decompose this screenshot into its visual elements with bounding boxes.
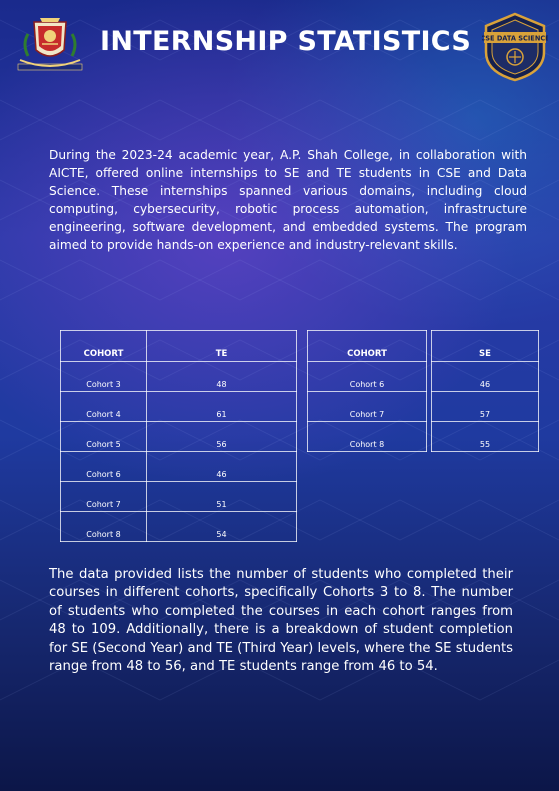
se-cohort-column-table — [307, 330, 427, 452]
college-crest-icon — [12, 14, 88, 72]
table-row — [308, 362, 427, 392]
value-cell: 46 — [432, 362, 539, 392]
table-row — [61, 392, 297, 422]
table-row — [61, 482, 297, 512]
table-header-row — [61, 331, 297, 362]
value-cell: 48 — [147, 362, 297, 392]
badge-label: CSE DATA SCIENCE — [482, 34, 548, 43]
value-cell: 54 — [147, 512, 297, 542]
column-header: SE — [432, 331, 539, 362]
cohort-cell: Cohort 5 — [61, 422, 147, 452]
table-row — [432, 422, 539, 452]
cse-data-science-badge-icon — [482, 12, 548, 82]
table-row — [61, 452, 297, 482]
se-value-column-table — [431, 330, 539, 452]
cohort-cell: Cohort 6 — [61, 452, 147, 482]
table-row — [308, 392, 427, 422]
table-row — [308, 422, 427, 452]
summary-paragraph: The data provided lists the number of students who completed their courses in different cohorts, specifically Cohorts 3 to 8. The number of students who completed the courses in each cohort ranges from 48 to 109. Additionally, there is a breakdown of student completion for SE (Second Year) and TE (Third Year) levels, where the SE students range from 48 to 56, and TE students range from 46 to 54. — [49, 567, 513, 675]
table-header-row — [308, 331, 427, 362]
cohort-cell: Cohort 7 — [308, 392, 427, 422]
column-header: COHORT — [61, 331, 147, 362]
value-cell: 56 — [147, 422, 297, 452]
cohort-cell: Cohort 6 — [308, 362, 427, 392]
page-title: INTERNSHIP STATISTICS — [100, 26, 472, 57]
value-cell: 46 — [147, 452, 297, 482]
value-cell: 55 — [432, 422, 539, 452]
column-header: TE — [147, 331, 297, 362]
cohort-cell: Cohort 3 — [61, 362, 147, 392]
table-row — [61, 512, 297, 542]
table-row — [61, 362, 297, 392]
value-cell: 61 — [147, 392, 297, 422]
cohort-cell: Cohort 8 — [61, 512, 147, 542]
cohort-cell: Cohort 8 — [308, 422, 427, 452]
cohort-cell: Cohort 4 — [61, 392, 147, 422]
intro-paragraph: During the 2023-24 academic year, A.P. Shah College, in collaboration with AICTE, offered online internships to SE and TE students in CSE and Data Science. These internships spanned various domains, including cloud computing, cybersecurity, robotic process automation, infrastructure engineering, software development, and embedded systems. The program aimed to provide hands-on experience and industry-relevant skills. — [49, 148, 527, 252]
cohort-cell: Cohort 7 — [61, 482, 147, 512]
value-cell: 57 — [432, 392, 539, 422]
table-row — [432, 392, 539, 422]
column-header: COHORT — [308, 331, 427, 362]
value-cell: 51 — [147, 482, 297, 512]
table-row — [61, 422, 297, 452]
table-header-row — [432, 331, 539, 362]
table-row — [432, 362, 539, 392]
te-cohort-table — [60, 330, 297, 542]
